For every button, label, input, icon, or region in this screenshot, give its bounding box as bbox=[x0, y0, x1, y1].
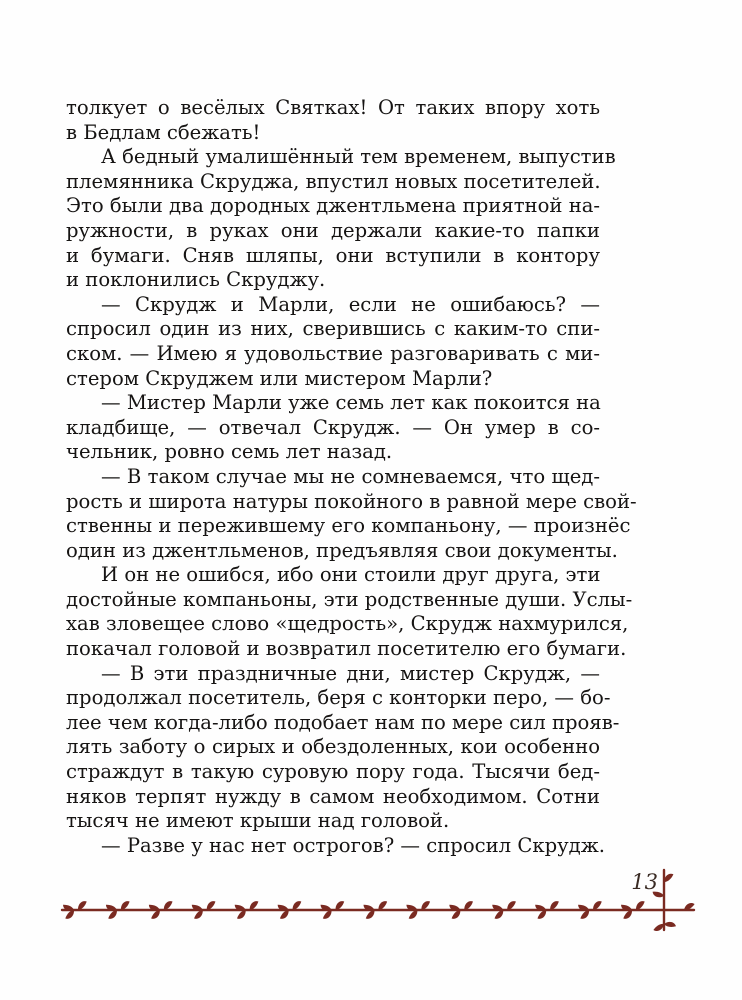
text-line: племянника Скруджа, впустил новых посетителей. bbox=[66, 169, 601, 193]
text-line: — Разве у нас нет острогов? — спросил Скрудж. bbox=[101, 833, 605, 857]
text-line: в Бедлам сбежать! bbox=[66, 120, 261, 144]
text-line: — Мистер Марли уже семь лет как покоится на bbox=[101, 391, 601, 415]
page-number: 13 bbox=[631, 870, 658, 894]
vine-leaf-icon bbox=[651, 889, 664, 900]
text-line: лять заботу о сирых и обездоленных, кои особенно bbox=[66, 735, 600, 759]
text-line: ружности, в руках они держали какие-то папки bbox=[66, 218, 600, 242]
text-line: тысяч не имеют крыши над головой. bbox=[66, 809, 450, 833]
vine-leaf-icon bbox=[664, 920, 677, 929]
text-line: хав зловещее слово «щедрость», Скрудж нахмурился, bbox=[66, 612, 629, 636]
text-line: Это были два дородных джентльмена приятной на- bbox=[66, 194, 601, 218]
text-line: И он не ошибся, ибо они стоили друг друга, эти bbox=[101, 563, 601, 587]
text-line: и бумаги. Сняв шляпы, они вступили в контору bbox=[66, 243, 600, 267]
text-line: — Скрудж и Марли, если не ошибаюсь? — bbox=[101, 292, 600, 316]
vine-group bbox=[62, 870, 696, 932]
text-line: — В таком случае мы не сомневаемся, что щед- bbox=[101, 464, 600, 488]
text-line: покачал головой и возвратил посетителю его бумаги. bbox=[66, 637, 627, 661]
text-line: А бедный умалишённый тем временем, выпустив bbox=[101, 145, 616, 169]
text-line: чельник, ровно семь лет назад. bbox=[66, 440, 393, 464]
text-line: спросил один из них, сверившись с каким-то спи- bbox=[66, 317, 600, 341]
text-line: няков терпят нужду в самом необходимом. Сотни bbox=[66, 784, 600, 808]
text-line: ственны и пережившему его компаньону, — произнёс bbox=[66, 514, 631, 538]
text-line: лее чем когда-либо подобает нам по мере сил прояв- bbox=[66, 710, 620, 734]
text-line: толкует о весёлых Святках! От таких впору хоть bbox=[66, 96, 600, 119]
text-line: кладбище, — отвечал Скрудж. — Он умер в со- bbox=[66, 415, 600, 439]
text-line: и поклонились Скруджу. bbox=[66, 268, 326, 292]
text-line: достойные компаньоны, эти родственные души. Услы- bbox=[66, 587, 633, 611]
text-line: стером Скруджем или мистером Марли? bbox=[66, 366, 493, 390]
text-line: ском. — Имею я удовольствие разговаривать с ми- bbox=[66, 341, 600, 365]
text-line: — В эти праздничные дни, мистер Скрудж, — bbox=[101, 661, 600, 685]
text-line: один из джентльменов, предъявляя свои документы. bbox=[66, 538, 618, 562]
text-line: продолжал посетитель, беря с конторки перо, — бо- bbox=[66, 686, 611, 710]
text-line: страждут в такую суровую пору года. Тысячи бед- bbox=[66, 760, 600, 784]
text-line: рость и широта натуры покойного в равной мере свой- bbox=[66, 489, 637, 513]
